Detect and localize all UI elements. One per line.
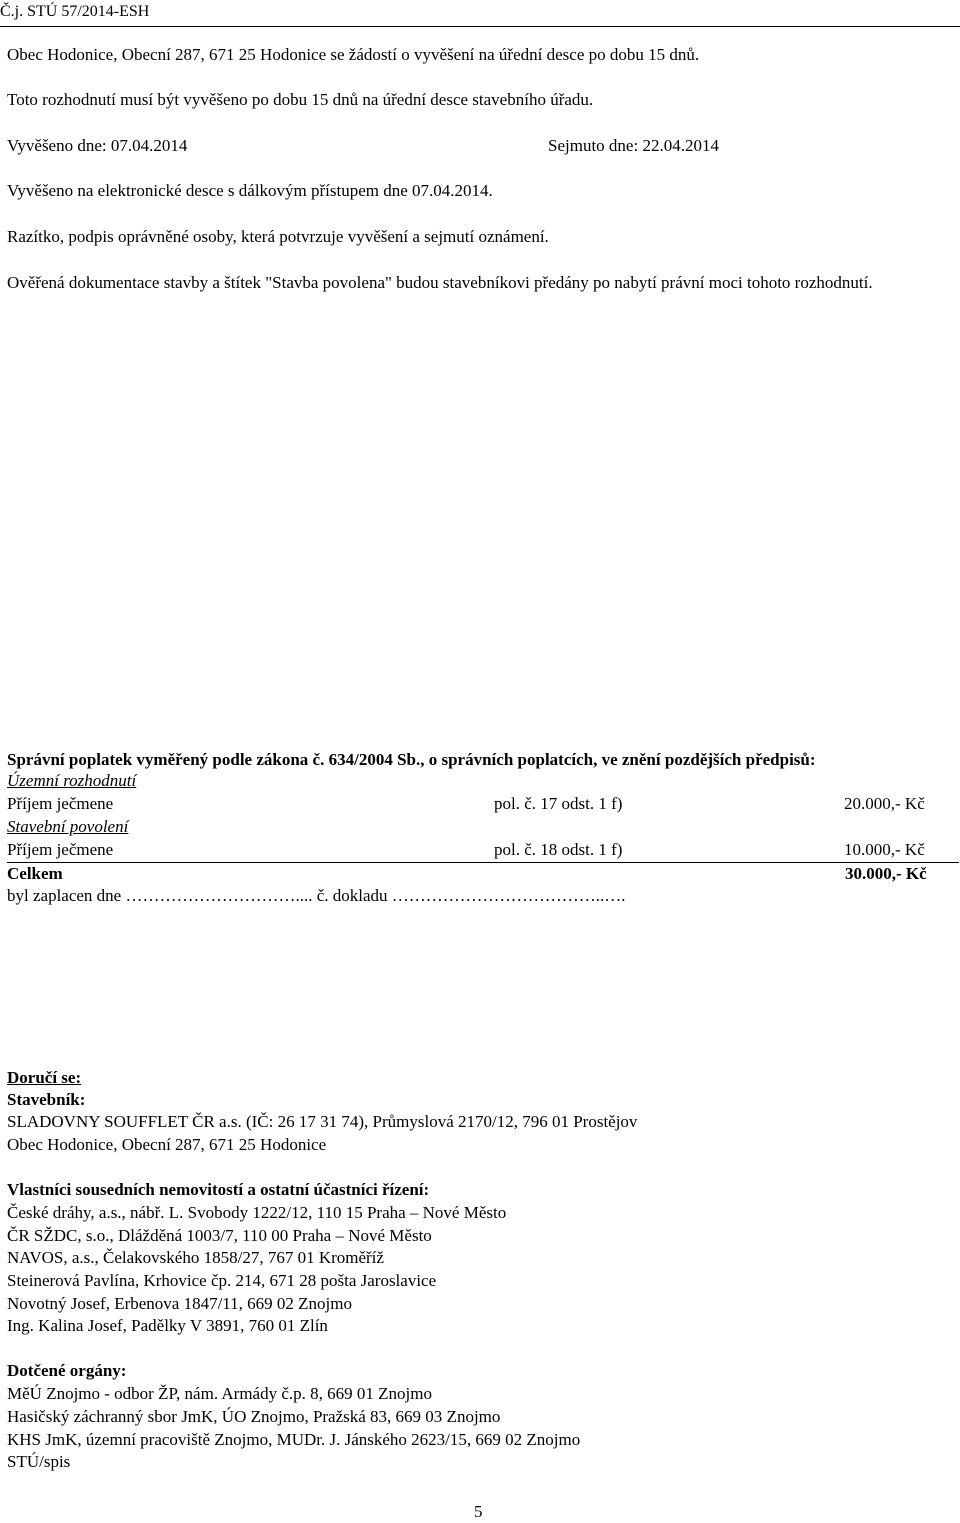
delivery-heading: Doručí se:: [7, 1068, 82, 1087]
electronic-posting-note: Vyvěšeno na elektronické desce s dálkovým přístupem dne 07.04.2014.: [7, 181, 493, 200]
authority-entry: Hasičský záchranný sbor JmK, ÚO Znojmo, Pražská 83, 669 03 Znojmo: [7, 1407, 501, 1426]
fee-section-building: Stavební povolení: [7, 817, 129, 836]
posting-request: Obec Hodonice, Obecní 287, 671 25 Hodonice se žádostí o vyvěšení na úřední desce po dobu 15 dnů.: [7, 45, 700, 64]
page-number: 5: [474, 1502, 483, 1521]
fee-total-amount: 30.000,- Kč: [845, 864, 927, 883]
document-reference-number: Č.j. STÚ 57/2014-ESH: [0, 3, 150, 20]
fee-item-reference: pol. č. 18 odst. 1 f): [494, 840, 623, 859]
neighbor-entry: NAVOS, a.s., Čelakovského 1858/27, 767 01 Kroměříž: [7, 1248, 384, 1267]
documentation-note: Ověřená dokumentace stavby a štítek "Stavba povolena" budou stavebníkovi předány po nabytí právní moci tohoto rozhodnutí.: [7, 273, 873, 292]
posting-requirement: Toto rozhodnutí musí být vyvěšeno po dobu 15 dnů na úřední desce stavebního úřadu.: [7, 90, 594, 109]
fee-item-reference: pol. č. 17 odst. 1 f): [494, 794, 623, 813]
fee-section-territorial: Územní rozhodnutí: [7, 771, 137, 790]
fee-total-label: Celkem: [7, 864, 63, 883]
builder-entry: SLADOVNY SOUFFLET ČR a.s. (IČ: 26 17 31 74), Průmyslová 2170/12, 796 01 Prostějov: [7, 1112, 638, 1131]
builder-heading: Stavebník:: [7, 1090, 86, 1109]
fee-payment-line: byl zaplacen dne ………………………….... č. dokladu ………………………………..….: [7, 886, 626, 905]
removed-date: Sejmuto dne: 22.04.2014: [548, 136, 719, 155]
fee-heading: Správní poplatek vyměřený podle zákona č. 634/2004 Sb., o správních poplatcích, ve znění pozdějších předpisů:: [7, 750, 816, 769]
neighbor-entry: Novotný Josef, Erbenova 1847/11, 669 02 Znojmo: [7, 1294, 352, 1313]
fee-item-amount: 20.000,- Kč: [844, 794, 925, 813]
authorities-heading: Dotčené orgány:: [7, 1361, 127, 1380]
builder-entry: Obec Hodonice, Obecní 287, 671 25 Hodonice: [7, 1135, 327, 1154]
fee-item-label: Příjem ječmene: [7, 840, 114, 859]
fee-item-label: Příjem ječmene: [7, 794, 114, 813]
stamp-signature-note: Razítko, podpis oprávněné osoby, která potvrzuje vyvěšení a sejmutí oznámení.: [7, 227, 549, 246]
fee-total-divider: [7, 862, 959, 863]
neighbor-entry: Ing. Kalina Josef, Padělky V 3891, 760 01 Zlín: [7, 1316, 328, 1335]
neighbor-entry: České dráhy, a.s., nábř. L. Svobody 1222/12, 110 15 Praha – Nové Město: [7, 1203, 507, 1222]
neighbor-entry: Steinerová Pavlína, Krhovice čp. 214, 671 28 pošta Jaroslavice: [7, 1271, 437, 1290]
posted-date: Vyvěšeno dne: 07.04.2014: [7, 136, 188, 155]
authority-entry: KHS JmK, územní pracoviště Znojmo, MUDr. J. Jánského 2623/15, 669 02 Znojmo: [7, 1430, 581, 1449]
authority-entry: MěÚ Znojmo - odbor ŽP, nám. Armády č.p. 8, 669 01 Znojmo: [7, 1384, 432, 1403]
neighbors-heading: Vlastníci sousedních nemovitostí a ostatní účastníci řízení:: [7, 1180, 430, 1199]
header-divider: [0, 26, 960, 27]
authority-entry: STÚ/spis: [7, 1452, 71, 1471]
neighbor-entry: ČR SŽDC, s.o., Dlážděná 1003/7, 110 00 Praha – Nové Město: [7, 1226, 432, 1245]
fee-item-amount: 10.000,- Kč: [844, 840, 925, 859]
